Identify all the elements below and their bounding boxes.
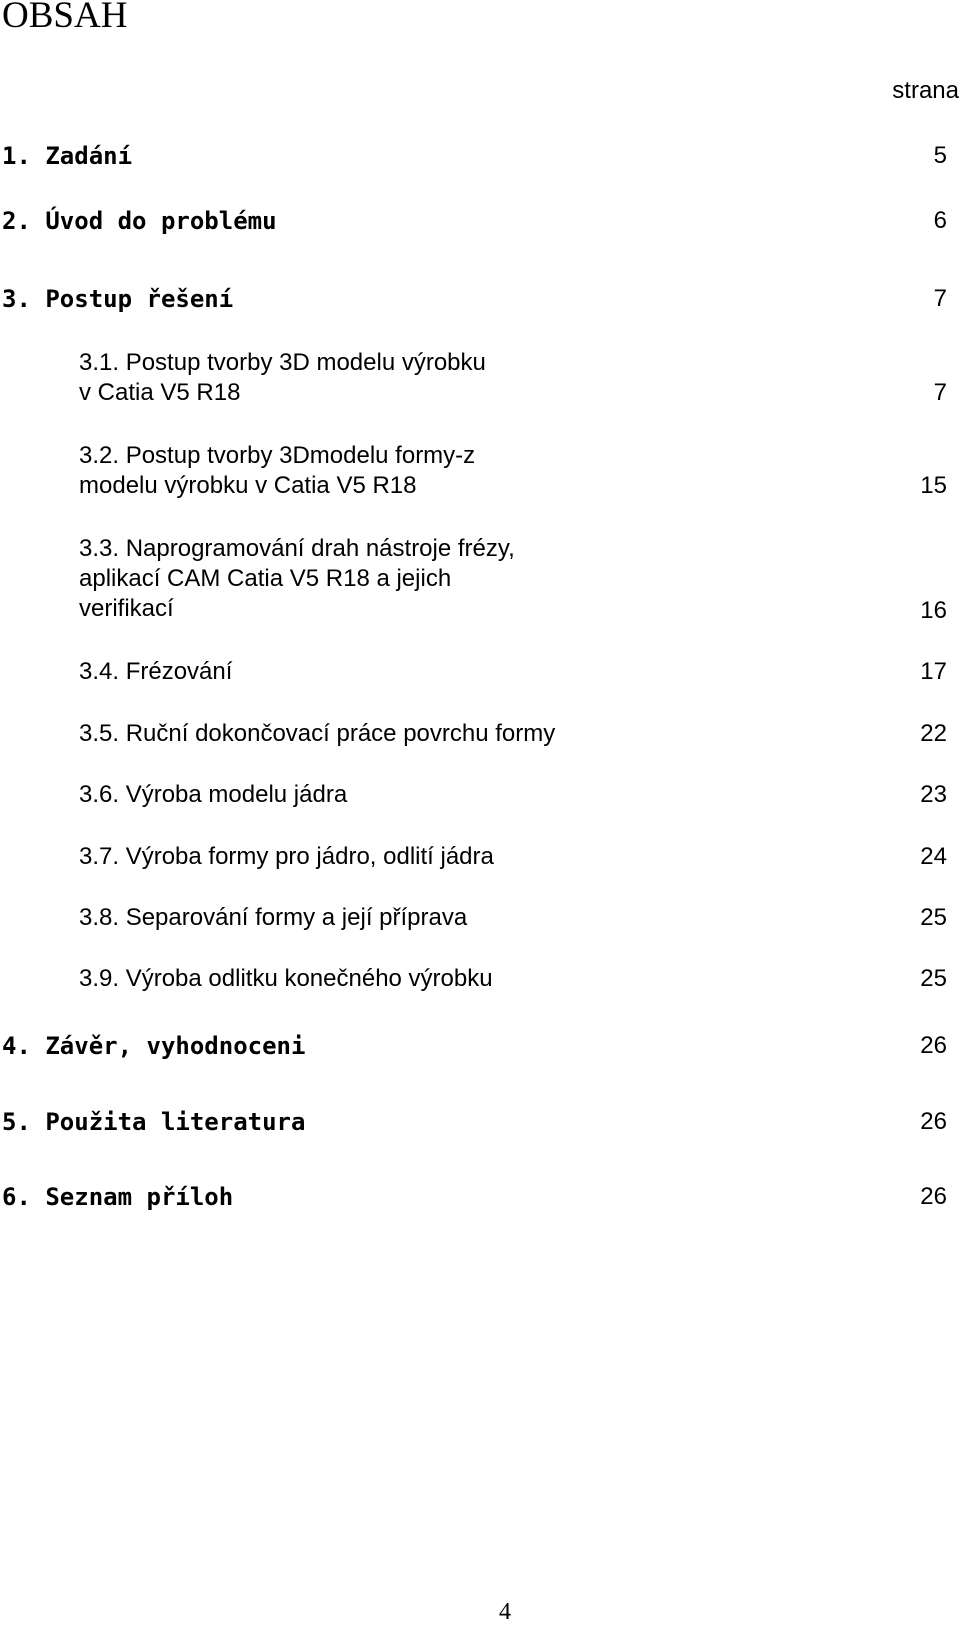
toc-entry-page: 25 — [920, 965, 947, 992]
toc-entry-text: 6. Seznam příloh — [2, 1183, 234, 1211]
toc-entry-page: 16 — [920, 597, 947, 624]
toc-entry-text: 3.9. Výroba odlitku konečného výrobku — [79, 965, 493, 992]
toc-entry-text: 3.7. Výroba formy pro jádro, odlití jádra — [79, 843, 494, 870]
toc-entry-text: 3.3. Naprogramování drah nástroje frézy, aplikací CAM Catia V5 R18 a jejich verifikací — [79, 535, 515, 622]
toc-entry-text: 3.2. Postup tvorby 3Dmodelu formy-z modelu výrobku v Catia V5 R18 — [79, 442, 476, 499]
toc-entry-text: 3.5. Ruční dokončovací práce povrchu formy — [79, 720, 556, 747]
toc-entry-page: 26 — [920, 1183, 947, 1210]
toc-entry-page: 23 — [920, 781, 947, 808]
page-column-label: strana — [892, 77, 959, 104]
toc-entry-page: 15 — [920, 472, 947, 499]
toc-entry-text: 1. Zadání — [2, 142, 133, 170]
toc-entry-page: 24 — [920, 843, 947, 870]
toc-entry-page: 25 — [920, 904, 947, 931]
toc-entry-page: 5 — [933, 142, 947, 169]
toc-title: OBSAH — [2, 0, 128, 36]
toc-entry-text: 2. Úvod do problému — [2, 207, 277, 235]
toc-entry-page: 7 — [933, 285, 947, 312]
page-number: 4 — [499, 1599, 511, 1625]
toc-entry-page: 7 — [933, 379, 947, 406]
toc-entry-text: 3.1. Postup tvorby 3D modelu výrobku v Catia V5 R18 — [79, 349, 486, 406]
toc-entry-text: 5. Použita literatura — [2, 1108, 306, 1136]
toc-entry-text: 3.6. Výroba modelu jádra — [79, 781, 348, 808]
toc-entry-page: 26 — [920, 1032, 947, 1059]
toc-entry-page: 26 — [920, 1108, 947, 1135]
toc-entry-text: 3.4. Frézování — [79, 658, 233, 685]
toc-entry-page: 22 — [920, 720, 947, 747]
toc-entry-text: 4. Závěr, vyhodnoceni — [2, 1032, 306, 1060]
toc-entry-page: 6 — [933, 207, 947, 234]
toc-entry-text: 3.8. Separování formy a její příprava — [79, 904, 468, 931]
toc-entry-text: 3. Postup řešení — [2, 285, 234, 313]
toc-entry-page: 17 — [920, 658, 947, 685]
